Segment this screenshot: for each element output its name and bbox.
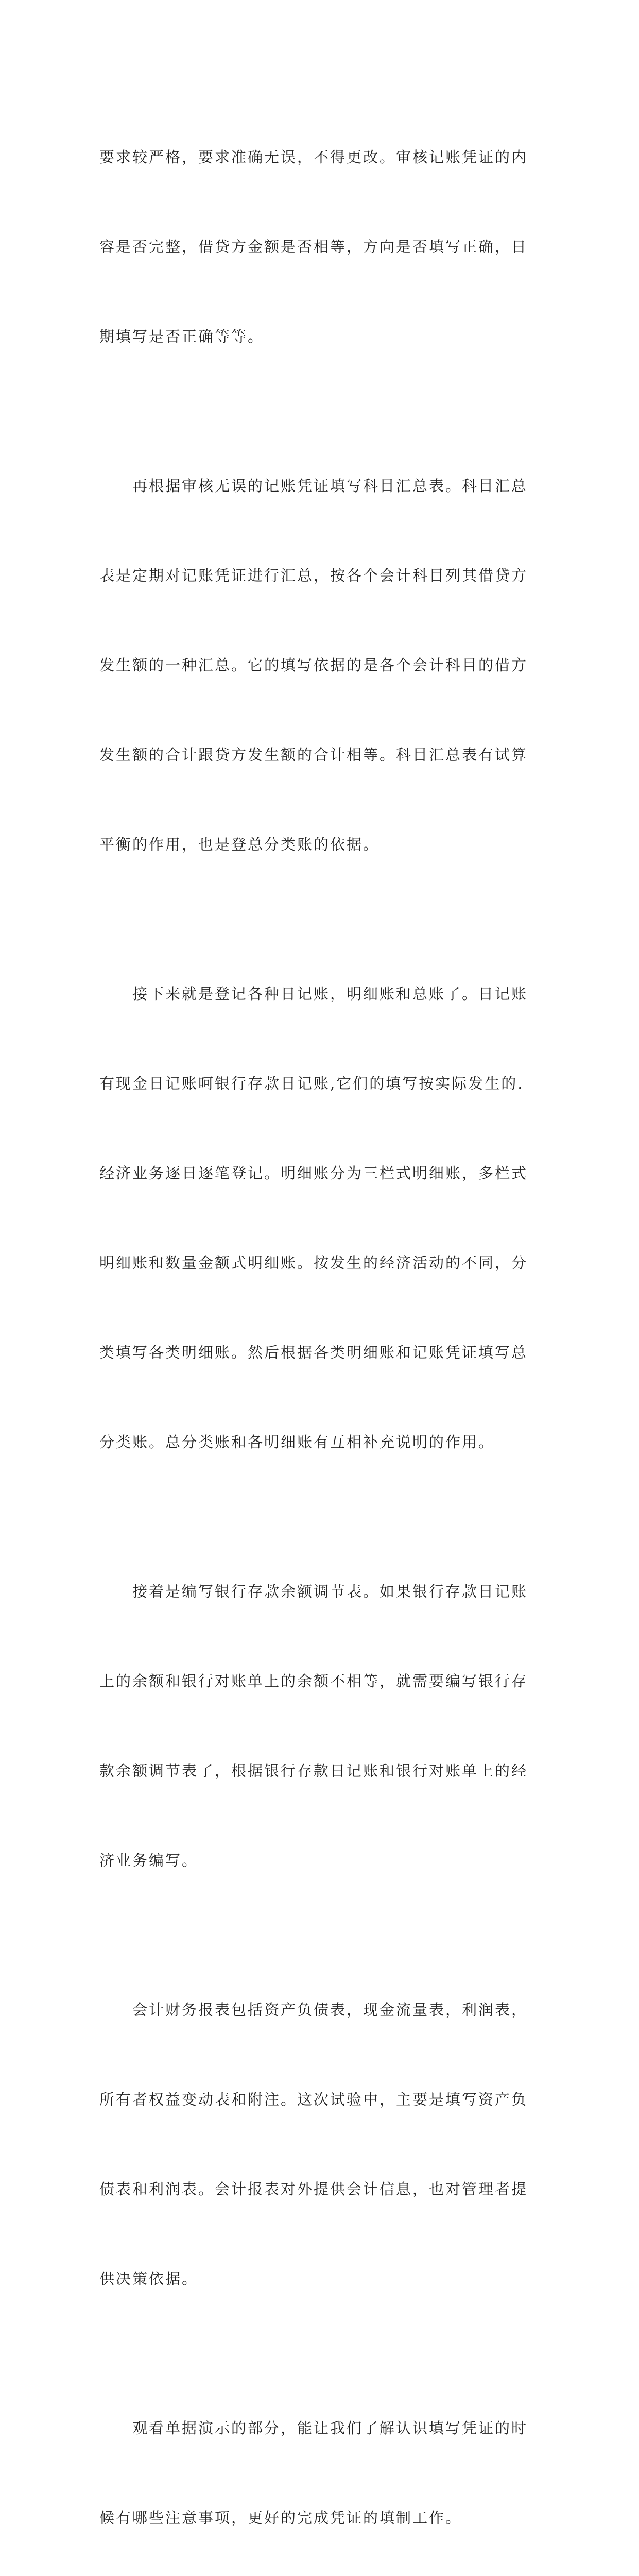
paragraph-4 bbox=[99, 1517, 543, 1935]
paragraph-6 bbox=[99, 2353, 543, 2576]
text-line: 再根据审核无误的记账凭证填写科目汇总表。科目汇总 bbox=[99, 477, 528, 495]
text-line: 容是否完整，借贷方金额是否相等，方向是否填写正确，日 bbox=[99, 238, 528, 256]
paragraph-2 bbox=[99, 411, 543, 919]
text-line: 上的余额和银行对账单上的余额不相等，就需要编写银行存 bbox=[99, 1672, 528, 1690]
paragraph-1 bbox=[99, 82, 543, 411]
text-line: 观看单据演示的部分，能让我们了解认识填写凭证的时 bbox=[99, 2419, 528, 2437]
text-line: 经济业务逐日逐笔登记。明细账分为三栏式明细账，多栏式 bbox=[99, 1164, 528, 1182]
text-line: 接下来就是登记各种日记账，明细账和总账了。日记账 bbox=[99, 985, 528, 1003]
paragraph-3 bbox=[99, 919, 543, 1517]
text-line: 济业务编写。 bbox=[99, 1852, 199, 1869]
text-line: 候有哪些注意事项，更好的完成凭证的填制工作。 bbox=[99, 2509, 462, 2527]
text-line: 类填写各类明细账。然后根据各类明细账和记账凭证填写总 bbox=[99, 1344, 528, 1361]
text-line: 接着是编写银行存款余额调节表。如果银行存款日记账 bbox=[99, 1583, 528, 1600]
text-line: 发生额的一种汇总。它的填写依据的是各个会计科目的借方 bbox=[99, 656, 528, 674]
text-line: 有现金日记账呵银行存款日记账,它们的填写按实际发生的. bbox=[99, 1075, 524, 1092]
text-line: 发生额的合计跟贷方发生额的合计相等。科目汇总表有试算 bbox=[99, 746, 528, 764]
text-line: 供决策依据。 bbox=[99, 2270, 199, 2287]
text-line: 要求较严格，要求准确无误，不得更改。审核记账凭证的内 bbox=[99, 148, 528, 166]
text-line: 明细账和数量金额式明细账。按发生的经济活动的不同，分 bbox=[99, 1254, 528, 1272]
document-body bbox=[99, 82, 543, 2576]
text-line: 表是定期对记账凭证进行汇总，按各个会计科目列其借贷方 bbox=[99, 567, 528, 584]
text-line: 分类账。总分类账和各明细账有互相补充说明的作用。 bbox=[99, 1433, 495, 1451]
text-line: 平衡的作用，也是登总分类账的依据。 bbox=[99, 836, 380, 853]
text-line: 债表和利润表。会计报表对外提供会计信息，也对管理者提 bbox=[99, 2180, 528, 2198]
text-line: 期填写是否正确等等。 bbox=[99, 328, 265, 345]
text-line: 会计财务报表包括资产负债表，现金流量表，利润表， bbox=[99, 2001, 528, 2019]
text-line: 款余额调节表了，根据银行存款日记账和银行对账单上的经 bbox=[99, 1762, 528, 1780]
paragraph-5 bbox=[99, 1935, 543, 2353]
text-line: 所有者权益变动表和附注。这次试验中，主要是填写资产负 bbox=[99, 2091, 528, 2108]
